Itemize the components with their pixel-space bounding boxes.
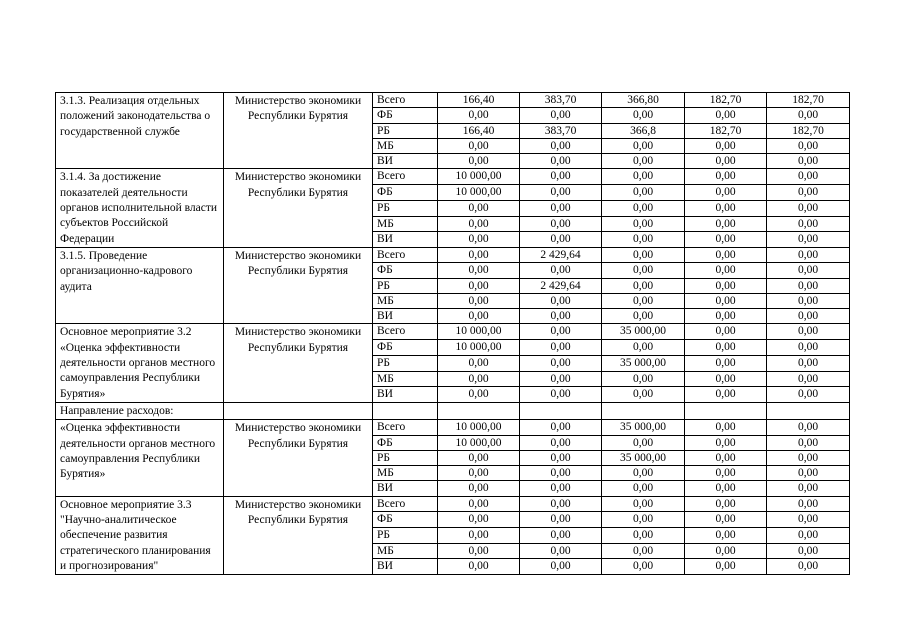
amount-cell: 0,00 <box>602 496 685 512</box>
amount-cell: 0,00 <box>602 169 685 185</box>
funding-source: МБ <box>373 216 438 232</box>
amount-cell: 0,00 <box>438 512 520 528</box>
amount-cell: 0,00 <box>520 263 602 278</box>
amount-cell: 0,00 <box>520 559 602 575</box>
amount-cell: 0,00 <box>602 309 685 324</box>
amount-cell: 0,00 <box>520 138 602 153</box>
responsible-executor: Министерство экономики Республики Бурятия <box>224 324 373 402</box>
activity-description: Основное мероприятие 3.2 «Оценка эффективности деятельности органов местного самоуправления Республики Бурятия» <box>56 324 224 402</box>
funding-source: Всего <box>373 324 438 340</box>
funding-source: ВИ <box>373 387 438 403</box>
amount-cell: 0,00 <box>767 340 850 356</box>
amount-cell: 0,00 <box>767 169 850 185</box>
amount-cell: 0,00 <box>438 481 520 496</box>
amount-cell: 0,00 <box>767 263 850 278</box>
table-row <box>56 496 850 512</box>
amount-cell: 0,00 <box>602 435 685 450</box>
amount-cell: 0,00 <box>602 185 685 201</box>
amount-cell: 366,8 <box>602 123 685 138</box>
amount-cell: 0,00 <box>438 263 520 278</box>
table-body <box>56 93 850 575</box>
funding-source: Всего <box>373 420 438 435</box>
empty-cell <box>438 402 520 419</box>
amount-cell: 0,00 <box>520 512 602 528</box>
amount-cell: 0,00 <box>767 216 850 232</box>
amount-cell: 0,00 <box>520 466 602 481</box>
amount-cell: 0,00 <box>685 481 767 496</box>
amount-cell: 0,00 <box>602 200 685 216</box>
amount-cell: 0,00 <box>767 355 850 371</box>
amount-cell: 0,00 <box>767 185 850 201</box>
amount-cell: 0,00 <box>438 371 520 387</box>
amount-cell: 0,00 <box>520 293 602 308</box>
funding-source: МБ <box>373 543 438 559</box>
amount-cell: 0,00 <box>767 138 850 153</box>
amount-cell: 0,00 <box>602 466 685 481</box>
amount-cell: 0,00 <box>767 559 850 575</box>
funding-source: МБ <box>373 293 438 308</box>
amount-cell: 0,00 <box>520 309 602 324</box>
amount-cell: 182,70 <box>767 123 850 138</box>
amount-cell: 0,00 <box>767 154 850 169</box>
amount-cell: 0,00 <box>685 466 767 481</box>
amount-cell: 0,00 <box>685 450 767 465</box>
amount-cell: 0,00 <box>602 263 685 278</box>
amount-cell: 0,00 <box>685 200 767 216</box>
amount-cell: 0,00 <box>767 108 850 123</box>
funding-source: РБ <box>373 200 438 216</box>
funding-source: ВИ <box>373 309 438 324</box>
amount-cell: 0,00 <box>685 247 767 262</box>
amount-cell: 0,00 <box>602 216 685 232</box>
amount-cell: 0,00 <box>767 247 850 262</box>
section-heading-row <box>56 402 850 419</box>
amount-cell: 0,00 <box>520 435 602 450</box>
empty-cell <box>685 402 767 419</box>
amount-cell: 0,00 <box>767 371 850 387</box>
funding-source: РБ <box>373 123 438 138</box>
amount-cell: 0,00 <box>685 154 767 169</box>
amount-cell: 0,00 <box>520 216 602 232</box>
amount-cell: 383,70 <box>520 123 602 138</box>
amount-cell: 0,00 <box>520 481 602 496</box>
amount-cell: 0,00 <box>767 435 850 450</box>
amount-cell: 0,00 <box>685 293 767 308</box>
amount-cell: 2 429,64 <box>520 278 602 293</box>
funding-source: РБ <box>373 355 438 371</box>
amount-cell: 35 000,00 <box>602 450 685 465</box>
amount-cell: 166,40 <box>438 93 520 108</box>
amount-cell: 0,00 <box>602 559 685 575</box>
amount-cell: 0,00 <box>602 543 685 559</box>
amount-cell: 0,00 <box>685 340 767 356</box>
section-heading: Направление расходов: <box>56 402 224 419</box>
responsible-executor: Министерство экономики Республики Бурятия <box>224 169 373 247</box>
amount-cell: 0,00 <box>685 528 767 544</box>
amount-cell: 0,00 <box>602 278 685 293</box>
amount-cell: 0,00 <box>520 108 602 123</box>
empty-cell <box>224 402 373 419</box>
amount-cell: 0,00 <box>685 387 767 403</box>
amount-cell: 0,00 <box>602 387 685 403</box>
funding-source: ФБ <box>373 108 438 123</box>
amount-cell: 0,00 <box>438 355 520 371</box>
amount-cell: 182,70 <box>685 123 767 138</box>
amount-cell: 0,00 <box>602 481 685 496</box>
amount-cell: 0,00 <box>602 340 685 356</box>
amount-cell: 0,00 <box>602 232 685 248</box>
amount-cell: 0,00 <box>602 528 685 544</box>
empty-cell <box>767 402 850 419</box>
activity-description: 3.1.4. За достижение показателей деятельности органов исполнительной власти субъектов Российской Федерации <box>56 169 224 247</box>
amount-cell: 0,00 <box>685 138 767 153</box>
responsible-executor: Министерство экономики Республики Бурятия <box>224 93 373 169</box>
table-row <box>56 324 850 340</box>
amount-cell: 383,70 <box>520 93 602 108</box>
amount-cell: 0,00 <box>685 108 767 123</box>
amount-cell: 0,00 <box>438 278 520 293</box>
amount-cell: 0,00 <box>520 324 602 340</box>
amount-cell: 0,00 <box>520 450 602 465</box>
amount-cell: 0,00 <box>438 154 520 169</box>
amount-cell: 0,00 <box>520 355 602 371</box>
amount-cell: 0,00 <box>520 371 602 387</box>
amount-cell: 166,40 <box>438 123 520 138</box>
amount-cell: 0,00 <box>520 200 602 216</box>
activity-description: «Оценка эффективности деятельности органов местного самоуправления Республики Бурятия» <box>56 420 224 496</box>
amount-cell: 0,00 <box>685 371 767 387</box>
table-row <box>56 420 850 435</box>
responsible-executor: Министерство экономики Республики Бурятия <box>224 496 373 574</box>
table-row <box>56 247 850 262</box>
amount-cell: 0,00 <box>685 169 767 185</box>
amount-cell: 0,00 <box>685 543 767 559</box>
activity-description: 3.1.5. Проведение организационно-кадрового аудита <box>56 247 224 323</box>
amount-cell: 35 000,00 <box>602 324 685 340</box>
funding-source: ВИ <box>373 232 438 248</box>
amount-cell: 0,00 <box>520 154 602 169</box>
amount-cell: 0,00 <box>767 450 850 465</box>
funding-source: ФБ <box>373 263 438 278</box>
amount-cell: 0,00 <box>767 512 850 528</box>
amount-cell: 0,00 <box>438 466 520 481</box>
amount-cell: 0,00 <box>438 200 520 216</box>
amount-cell: 0,00 <box>520 387 602 403</box>
amount-cell: 0,00 <box>520 185 602 201</box>
funding-source: РБ <box>373 528 438 544</box>
funding-source: РБ <box>373 450 438 465</box>
amount-cell: 0,00 <box>767 309 850 324</box>
amount-cell: 0,00 <box>767 496 850 512</box>
amount-cell: 0,00 <box>438 247 520 262</box>
amount-cell: 0,00 <box>438 450 520 465</box>
amount-cell: 0,00 <box>438 138 520 153</box>
amount-cell: 0,00 <box>685 435 767 450</box>
amount-cell: 0,00 <box>520 340 602 356</box>
empty-cell <box>520 402 602 419</box>
amount-cell: 0,00 <box>767 420 850 435</box>
amount-cell: 0,00 <box>438 216 520 232</box>
amount-cell: 10 000,00 <box>438 435 520 450</box>
funding-source: ФБ <box>373 340 438 356</box>
activity-description: Основное мероприятие 3.3 "Научно-аналитическое обеспечение развития стратегического планирования и прогнозирования" <box>56 496 224 574</box>
amount-cell: 0,00 <box>767 324 850 340</box>
amount-cell: 0,00 <box>685 278 767 293</box>
funding-source: ВИ <box>373 481 438 496</box>
funding-source: Всего <box>373 496 438 512</box>
amount-cell: 0,00 <box>438 232 520 248</box>
empty-cell <box>602 402 685 419</box>
amount-cell: 0,00 <box>602 293 685 308</box>
responsible-executor: Министерство экономики Республики Бурятия <box>224 420 373 496</box>
amount-cell: 0,00 <box>685 263 767 278</box>
funding-source: ФБ <box>373 435 438 450</box>
amount-cell: 182,70 <box>767 93 850 108</box>
funding-source: Всего <box>373 169 438 185</box>
amount-cell: 0,00 <box>602 512 685 528</box>
amount-cell: 0,00 <box>438 528 520 544</box>
amount-cell: 0,00 <box>685 232 767 248</box>
budget-table <box>55 92 850 575</box>
amount-cell: 0,00 <box>685 309 767 324</box>
amount-cell: 10 000,00 <box>438 324 520 340</box>
funding-source: РБ <box>373 278 438 293</box>
funding-source: ВИ <box>373 154 438 169</box>
amount-cell: 10 000,00 <box>438 169 520 185</box>
amount-cell: 0,00 <box>767 278 850 293</box>
funding-source: МБ <box>373 138 438 153</box>
amount-cell: 0,00 <box>520 169 602 185</box>
amount-cell: 0,00 <box>685 512 767 528</box>
amount-cell: 0,00 <box>602 154 685 169</box>
amount-cell: 0,00 <box>685 559 767 575</box>
activity-description: 3.1.3. Реализация отдельных положений законодательства о государственной службе <box>56 93 224 169</box>
amount-cell: 0,00 <box>602 138 685 153</box>
table-row <box>56 169 850 185</box>
amount-cell: 10 000,00 <box>438 185 520 201</box>
amount-cell: 0,00 <box>685 496 767 512</box>
funding-source: Всего <box>373 93 438 108</box>
amount-cell: 35 000,00 <box>602 355 685 371</box>
amount-cell: 0,00 <box>602 108 685 123</box>
amount-cell: 0,00 <box>438 108 520 123</box>
amount-cell: 0,00 <box>438 543 520 559</box>
amount-cell: 0,00 <box>767 543 850 559</box>
amount-cell: 0,00 <box>685 216 767 232</box>
amount-cell: 2 429,64 <box>520 247 602 262</box>
table-row <box>56 93 850 108</box>
empty-cell <box>373 402 438 419</box>
amount-cell: 0,00 <box>438 559 520 575</box>
amount-cell: 0,00 <box>520 543 602 559</box>
amount-cell: 0,00 <box>438 387 520 403</box>
amount-cell: 0,00 <box>602 371 685 387</box>
amount-cell: 0,00 <box>767 466 850 481</box>
amount-cell: 0,00 <box>767 293 850 308</box>
amount-cell: 35 000,00 <box>602 420 685 435</box>
amount-cell: 0,00 <box>520 528 602 544</box>
funding-source: ФБ <box>373 512 438 528</box>
funding-source: МБ <box>373 466 438 481</box>
amount-cell: 0,00 <box>520 232 602 248</box>
amount-cell: 0,00 <box>438 293 520 308</box>
amount-cell: 0,00 <box>685 355 767 371</box>
amount-cell: 10 000,00 <box>438 340 520 356</box>
amount-cell: 366,80 <box>602 93 685 108</box>
amount-cell: 0,00 <box>685 185 767 201</box>
amount-cell: 0,00 <box>767 200 850 216</box>
funding-source: Всего <box>373 247 438 262</box>
amount-cell: 0,00 <box>602 247 685 262</box>
amount-cell: 0,00 <box>438 496 520 512</box>
amount-cell: 0,00 <box>767 387 850 403</box>
amount-cell: 0,00 <box>767 232 850 248</box>
amount-cell: 0,00 <box>685 420 767 435</box>
amount-cell: 0,00 <box>520 420 602 435</box>
funding-source: ФБ <box>373 185 438 201</box>
funding-source: МБ <box>373 371 438 387</box>
funding-source: ВИ <box>373 559 438 575</box>
responsible-executor: Министерство экономики Республики Бурятия <box>224 247 373 323</box>
amount-cell: 0,00 <box>520 496 602 512</box>
amount-cell: 10 000,00 <box>438 420 520 435</box>
amount-cell: 0,00 <box>767 528 850 544</box>
amount-cell: 0,00 <box>685 324 767 340</box>
amount-cell: 0,00 <box>438 309 520 324</box>
amount-cell: 182,70 <box>685 93 767 108</box>
amount-cell: 0,00 <box>767 481 850 496</box>
